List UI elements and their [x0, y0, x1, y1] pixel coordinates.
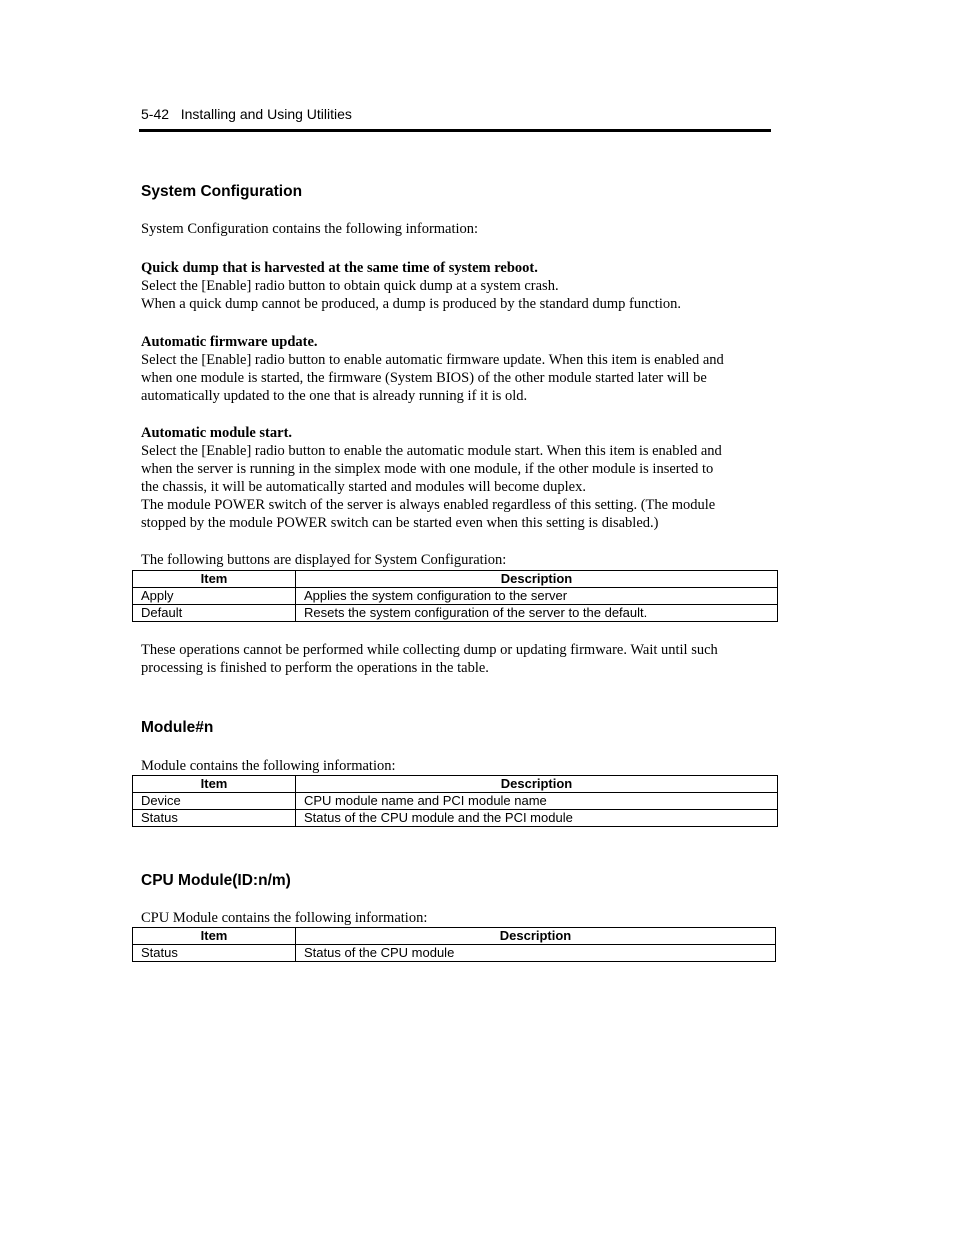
column-header-description: Description [296, 928, 776, 945]
cell-description: Status of the CPU module [296, 945, 776, 962]
firmware-update-block [141, 333, 781, 405]
cell-item: Apply [133, 588, 296, 605]
operations-note [141, 641, 781, 677]
cell-item: Status [133, 810, 296, 827]
firmware-update-line-1: Select the [Enable] radio button to enable automatic firmware update. When this item is enabled and [141, 352, 724, 368]
table-header-row [133, 928, 776, 945]
column-header-item: Item [133, 571, 296, 588]
column-header-description: Description [296, 571, 778, 588]
table-header-row [133, 776, 778, 793]
note-line-1: These operations cannot be performed while collecting dump or updating firmware. Wait until such [141, 642, 718, 658]
table-header-row [133, 571, 778, 588]
buttons-intro: The following buttons are displayed for System Configuration: [141, 552, 507, 568]
cell-item: Default [133, 605, 296, 622]
module-start-line-3: the chassis, it will be automatically started and modules will become duplex. [141, 479, 586, 495]
module-start-line-5: stopped by the module POWER switch can be started even when this setting is disabled.) [141, 515, 659, 531]
table-row [133, 605, 778, 622]
table-row [133, 810, 778, 827]
note-line-2: processing is finished to perform the operations in the table. [141, 660, 489, 676]
module-start-line-2: when the server is running in the simplex mode with one module, if the other module is inserted to [141, 461, 714, 477]
module-intro: Module contains the following information: [141, 758, 396, 774]
cpu-table [132, 927, 776, 962]
column-header-item: Item [133, 776, 296, 793]
table-row [133, 793, 778, 810]
quick-dump-line-1: Select the [Enable] radio button to obtain quick dump at a system crash. [141, 278, 559, 294]
table-row [133, 945, 776, 962]
module-start-block [141, 424, 781, 532]
module-start-title: Automatic module start. [141, 425, 293, 441]
table-row [133, 588, 778, 605]
quick-dump-title: Quick dump that is harvested at the same time of system reboot. [141, 260, 538, 276]
cell-item: Status [133, 945, 296, 962]
chapter-title: Installing and Using Utilities [180, 106, 352, 122]
cell-description: Applies the system configuration to the server [296, 588, 778, 605]
running-header [141, 106, 352, 122]
column-header-item: Item [133, 928, 296, 945]
cell-item: Device [133, 793, 296, 810]
column-header-description: Description [296, 776, 778, 793]
section-heading-cpu-module: CPU Module(ID:n/m) [141, 872, 291, 889]
module-start-line-1: Select the [Enable] radio button to enable the automatic module start. When this item is enabled and [141, 443, 722, 459]
header-rule [139, 129, 771, 132]
page-number: 5-42 [141, 106, 170, 122]
quick-dump-line-2: When a quick dump cannot be produced, a dump is produced by the standard dump function. [141, 296, 681, 312]
cell-description: CPU module name and PCI module name [296, 793, 778, 810]
section-heading-module: Module#n [141, 719, 214, 736]
sysconf-intro: System Configuration contains the following information: [141, 221, 479, 237]
section-heading-system-configuration: System Configuration [141, 183, 303, 200]
firmware-update-title: Automatic firmware update. [141, 334, 318, 350]
module-table [132, 775, 778, 827]
module-start-line-4: The module POWER switch of the server is always enabled regardless of this setting. (The module [141, 497, 716, 513]
cpu-intro: CPU Module contains the following information: [141, 910, 428, 926]
firmware-update-line-2: when one module is started, the firmware (System BIOS) of the other module started later will be [141, 370, 707, 386]
firmware-update-line-3: automatically updated to the one that is already running if it is old. [141, 388, 528, 404]
cell-description: Resets the system configuration of the server to the default. [296, 605, 778, 622]
cell-description: Status of the CPU module and the PCI module [296, 810, 778, 827]
quick-dump-block [141, 259, 781, 313]
buttons-table [132, 570, 778, 622]
